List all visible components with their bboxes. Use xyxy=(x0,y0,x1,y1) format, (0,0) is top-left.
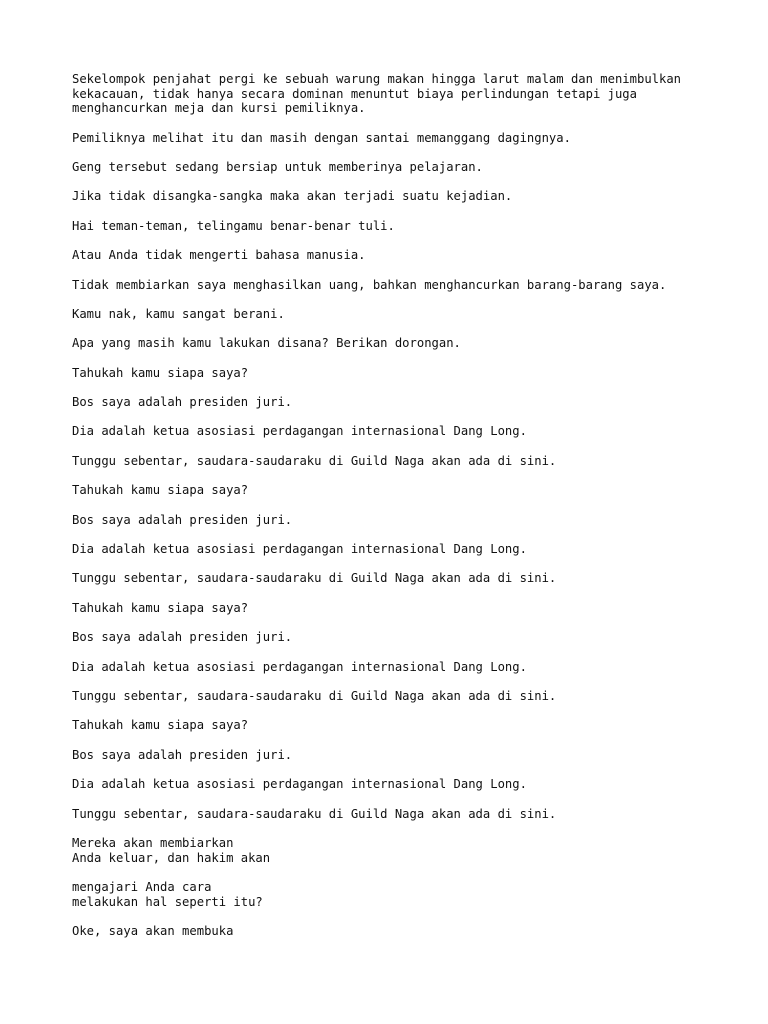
text-line: menghancurkan meja dan kursi pemiliknya. xyxy=(72,101,366,116)
text-line: Pemiliknya melihat itu dan masih dengan santai memanggang dagingnya. xyxy=(72,130,571,145)
text-line: Dia adalah ketua asosiasi perdagangan internasional Dang Long. xyxy=(72,777,527,792)
text-line: Tahukah kamu siapa saya? xyxy=(72,365,249,380)
paragraph xyxy=(72,807,732,822)
text-line: Tahukah kamu siapa saya? xyxy=(72,718,249,733)
paragraph xyxy=(72,248,732,263)
paragraph xyxy=(72,542,732,557)
text-line: Anda keluar, dan hakim akan xyxy=(72,850,271,865)
text-line: Kamu nak, kamu sangat berani. xyxy=(72,306,285,321)
paragraph xyxy=(72,219,732,234)
text-line: melakukan hal seperti itu? xyxy=(72,894,263,909)
text-line: Jika tidak disangka-sangka maka akan terjadi suatu kejadian. xyxy=(72,189,513,204)
paragraph xyxy=(72,454,732,469)
text-line: kekacauan, tidak hanya secara dominan menuntut biaya perlindungan tetapi juga xyxy=(72,86,637,101)
text-line: Tunggu sebentar, saudara-saudaraku di Guild Naga akan ada di sini. xyxy=(72,806,557,821)
text-line: Tunggu sebentar, saudara-saudaraku di Guild Naga akan ada di sini. xyxy=(72,689,557,703)
paragraph xyxy=(72,72,732,116)
paragraph xyxy=(72,307,732,322)
paragraph xyxy=(72,424,732,439)
paragraph xyxy=(72,689,732,704)
text-line: Tunggu sebentar, saudara-saudaraku di Guild Naga akan ada di sini. xyxy=(72,571,557,586)
text-line: Atau Anda tidak mengerti bahasa manusia. xyxy=(72,248,366,263)
paragraph xyxy=(72,366,732,381)
text-line: Tahukah kamu siapa saya? xyxy=(72,483,249,498)
paragraph xyxy=(72,924,732,939)
paragraph xyxy=(72,278,732,293)
text-line: Bos saya adalah presiden juri. xyxy=(72,512,293,527)
text-line: Bos saya adalah presiden juri. xyxy=(72,395,293,410)
text-line: Tahukah kamu siapa saya? xyxy=(72,600,249,615)
text-line: Hai teman-teman, telingamu benar-benar tuli. xyxy=(72,218,395,233)
paragraph xyxy=(72,836,732,865)
paragraph xyxy=(72,718,732,733)
document-page xyxy=(72,72,732,953)
text-line: Bos saya adalah presiden juri. xyxy=(72,747,293,762)
paragraph xyxy=(72,571,732,586)
text-line: Dia adalah ketua asosiasi perdagangan internasional Dang Long. xyxy=(72,424,527,439)
text-line: Geng tersebut sedang bersiap untuk memberinya pelajaran. xyxy=(72,159,483,174)
paragraph xyxy=(72,131,732,146)
text-line: Oke, saya akan membuka xyxy=(72,923,234,938)
text-line: Tidak membiarkan saya menghasilkan uang, bahkan menghancurkan barang-barang saya. xyxy=(72,277,667,292)
paragraph xyxy=(72,336,732,351)
text-line: Bos saya adalah presiden juri. xyxy=(72,630,293,645)
text-line: Sekelompok penjahat pergi ke sebuah warung makan hingga larut malam dan menimbulkan xyxy=(72,72,682,86)
paragraph xyxy=(72,660,732,675)
text-line: Dia adalah ketua asosiasi perdagangan internasional Dang Long. xyxy=(72,542,527,557)
paragraph xyxy=(72,189,732,204)
text-line: mengajari Anda cara xyxy=(72,879,212,894)
text-line: Apa yang masih kamu lakukan disana? Berikan dorongan. xyxy=(72,336,461,351)
paragraph xyxy=(72,160,732,175)
paragraph xyxy=(72,513,732,528)
paragraph xyxy=(72,601,732,616)
paragraph xyxy=(72,483,732,498)
text-line: Dia adalah ketua asosiasi perdagangan internasional Dang Long. xyxy=(72,659,527,674)
paragraph xyxy=(72,630,732,645)
text-line: Mereka akan membiarkan xyxy=(72,835,234,850)
paragraph xyxy=(72,777,732,792)
text-line: Tunggu sebentar, saudara-saudaraku di Guild Naga akan ada di sini. xyxy=(72,453,557,468)
paragraph xyxy=(72,748,732,763)
paragraph xyxy=(72,395,732,410)
paragraph xyxy=(72,880,732,909)
